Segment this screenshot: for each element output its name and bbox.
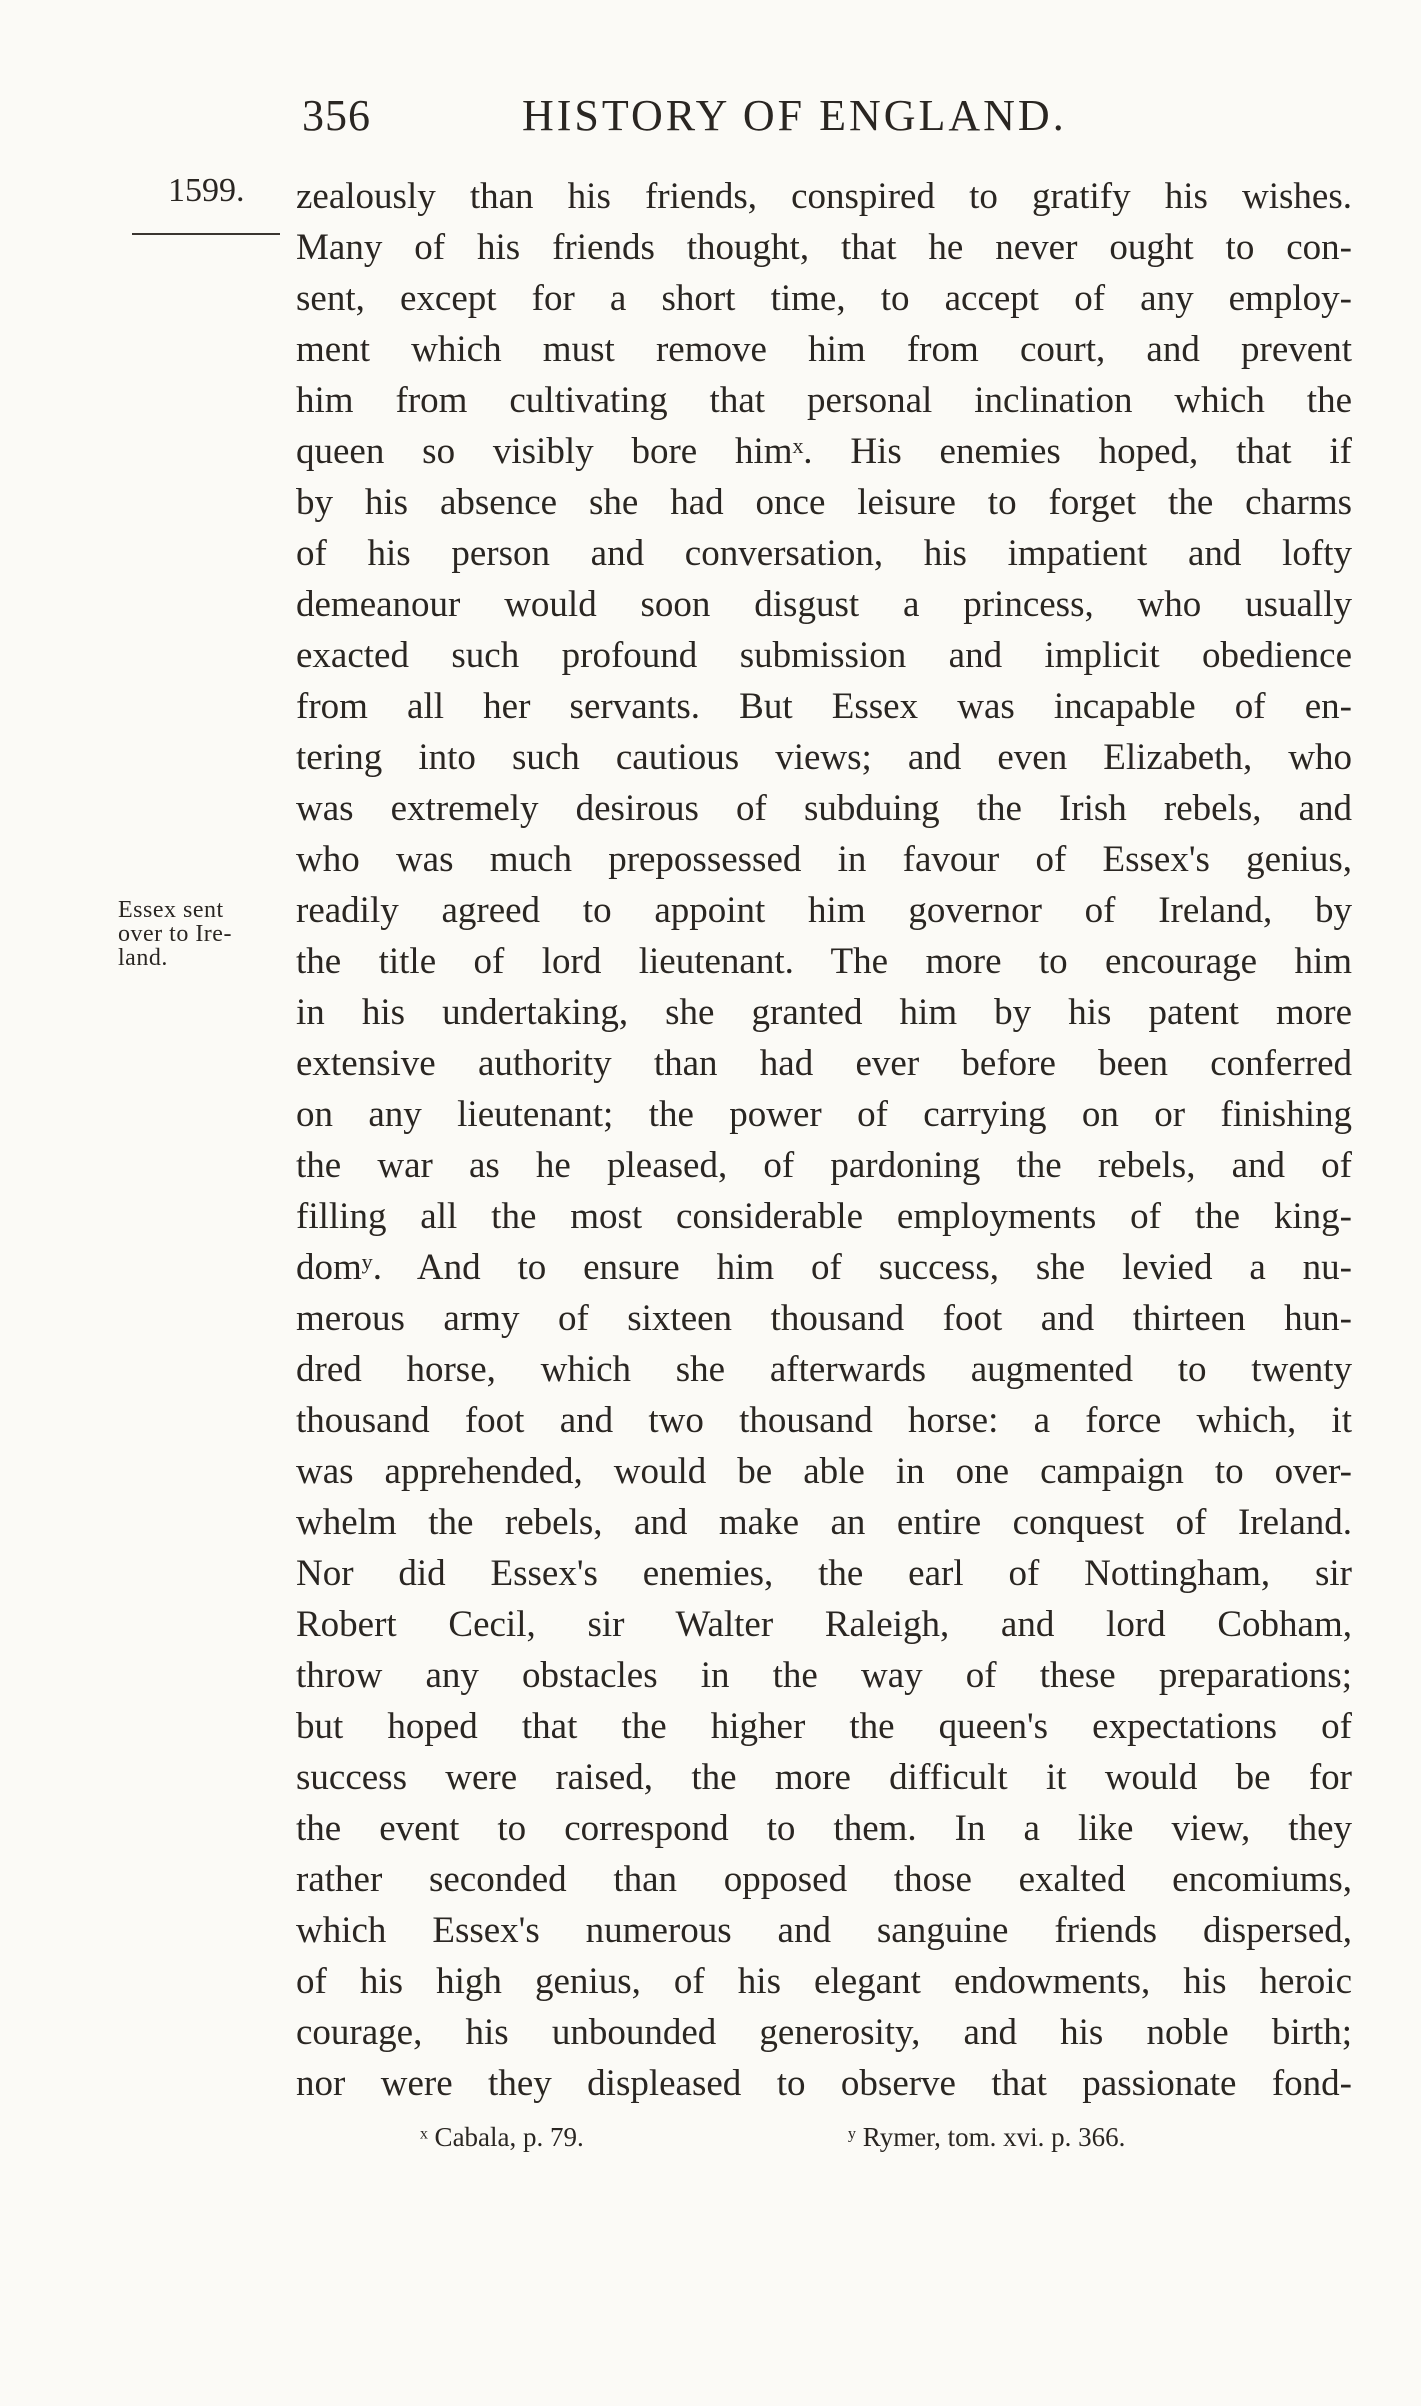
text-line: was apprehended, would be able in one campaign to over- [296,1451,1352,1492]
text-line: zealously than his friends, conspired to gratify his wishes. [296,176,1352,217]
text-line: from all her servants. But Essex was incapable of en- [296,686,1352,727]
page-number: 356 [302,91,371,140]
text-line: ment which must remove him from court, and prevent [296,329,1352,370]
year-rule [132,233,280,235]
text-line: Nor did Essex's enemies, the earl of Nottingham, sir [296,1553,1352,1594]
text-line: queen so visibly bore himˣ. His enemies hoped, that if [296,431,1352,472]
text-line: Many of his friends thought, that he never ought to con- [296,227,1352,268]
page-header [0,90,1421,150]
text-line: domʸ. And to ensure him of success, she levied a nu- [296,1247,1352,1288]
text-line: success were raised, the more difficult it would be for [296,1757,1352,1798]
text-line: was extremely desirous of subduing the Irish rebels, and [296,788,1352,829]
text-line: by his absence she had once leisure to forget the charms [296,482,1352,523]
marginal-note [118,898,278,970]
text-line: sent, except for a short time, to accept of any employ- [296,278,1352,319]
text-line: of his high genius, of his elegant endowments, his heroic [296,1961,1352,2002]
text-line: the event to correspond to them. In a like view, they [296,1808,1352,1849]
text-line: tering into such cautious views; and even Elizabeth, who [296,737,1352,778]
text-line: who was much prepossessed in favour of Essex's genius, [296,839,1352,880]
text-line: of his person and conversation, his impatient and lofty [296,533,1352,574]
text-line: exacted such profound submission and implicit obedience [296,635,1352,676]
marginal-note-line: land. [118,945,168,971]
text-line: him from cultivating that personal inclination which the [296,380,1352,421]
text-line: extensive authority than had ever before been conferred [296,1043,1352,1084]
text-line: the war as he pleased, of pardoning the rebels, and of [296,1145,1352,1186]
marginal-note-line: Essex sent [118,897,224,923]
text-line: the title of lord lieutenant. The more to encourage him [296,941,1352,982]
text-line: in his undertaking, she granted him by his patent more [296,992,1352,1033]
text-line: dred horse, which she afterwards augmented to twenty [296,1349,1352,1390]
text-line: nor were they displeased to observe that passionate fond- [296,2063,1352,2104]
margin-year: 1599. [168,172,245,209]
text-line: but hoped that the higher the queen's expectations of [296,1706,1352,1747]
marginal-note-line: over to Ire- [118,921,232,947]
text-line: whelm the rebels, and make an entire conquest of Ireland. [296,1502,1352,1543]
text-line: thousand foot and two thousand horse: a force which, it [296,1400,1352,1441]
text-line: Robert Cecil, sir Walter Raleigh, and lord Cobham, [296,1604,1352,1645]
text-line: rather seconded than opposed those exalted encomiums, [296,1859,1352,1900]
footnote-x: ˣ Cabala, p. 79. [420,2122,584,2152]
text-line: merous army of sixteen thousand foot and thirteen hun- [296,1298,1352,1339]
text-line: which Essex's numerous and sanguine friends dispersed, [296,1910,1352,1951]
footnote-y: ʸ Rymer, tom. xvi. p. 366. [848,2122,1126,2152]
footnotes [0,2122,1421,2162]
text-line: readily agreed to appoint him governor of Ireland, by [296,890,1352,931]
text-line: throw any obstacles in the way of these preparations; [296,1655,1352,1696]
text-line: on any lieutenant; the power of carrying on or finishing [296,1094,1352,1135]
body-text [296,171,1352,2109]
text-line: courage, his unbounded generosity, and his noble birth; [296,2012,1352,2053]
running-title: HISTORY OF ENGLAND. [522,91,1067,140]
text-line: demeanour would soon disgust a princess, who usually [296,584,1352,625]
text-line: filling all the most considerable employments of the king- [296,1196,1352,1237]
